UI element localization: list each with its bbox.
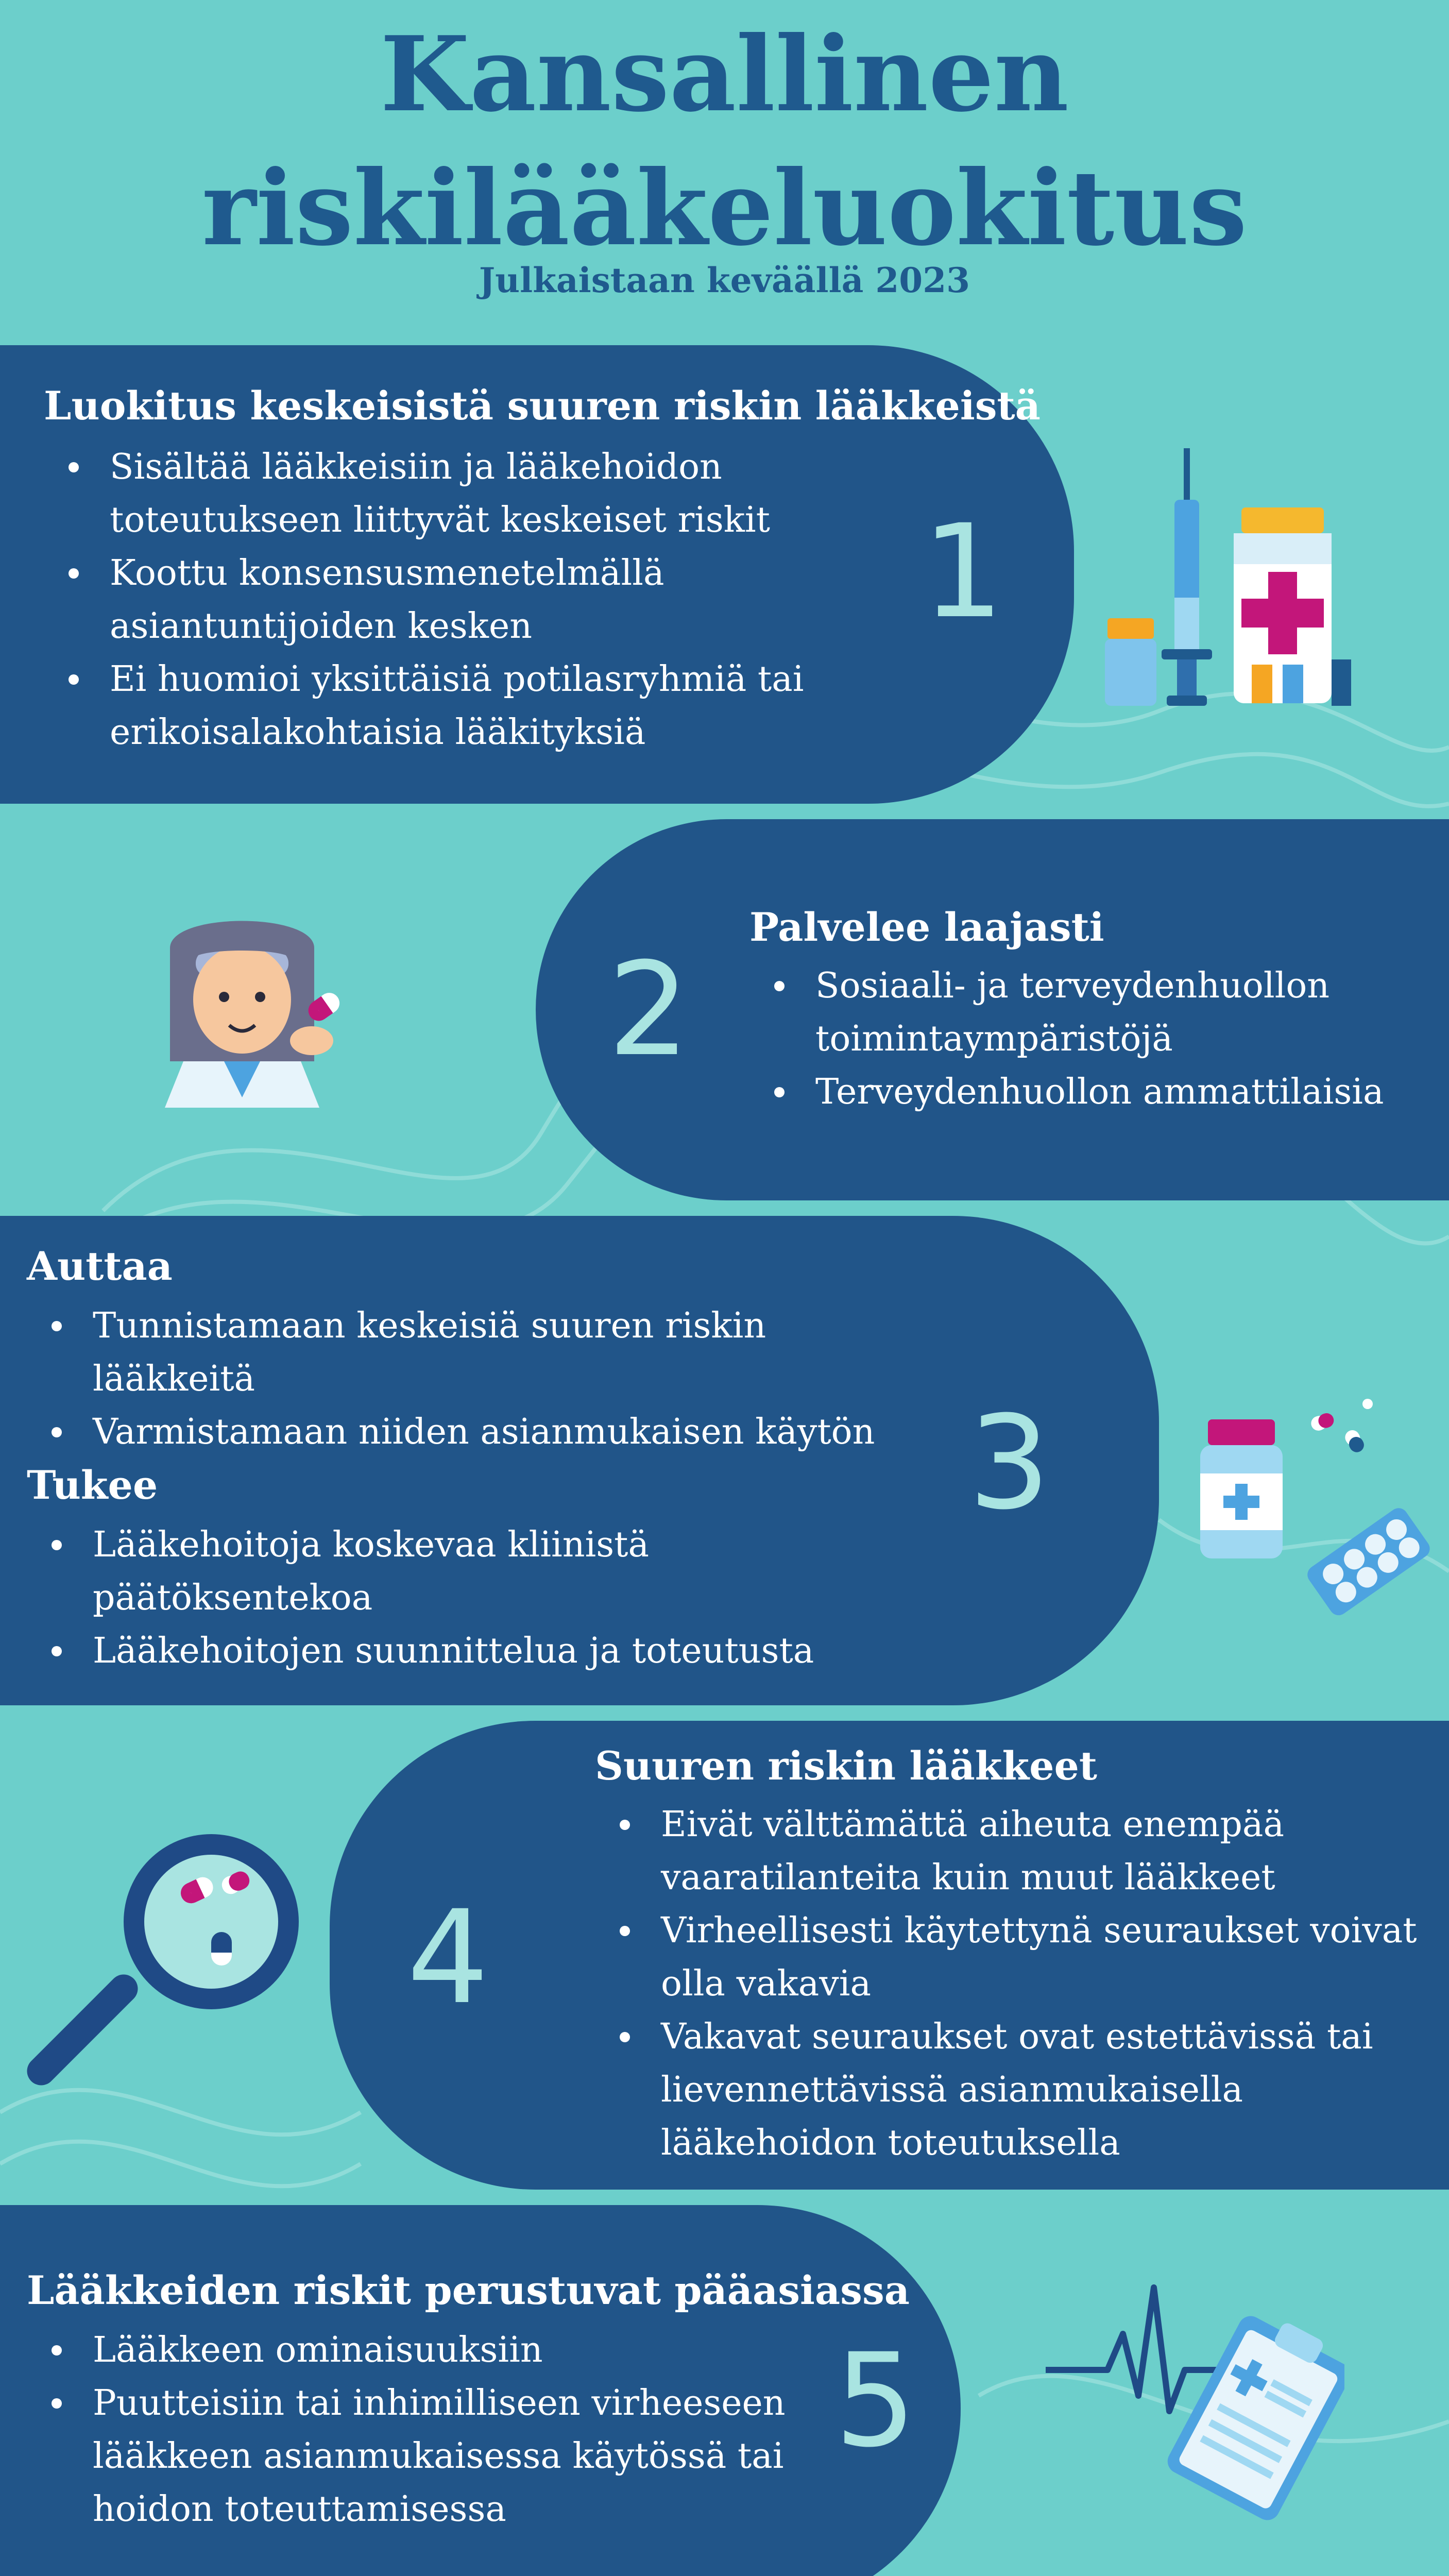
- list-item: Varmistamaan niiden asianmukaisen käytön: [27, 1405, 902, 1459]
- section-1-title: Luokitus keskeisistä suuren riskin lääkkeistä: [44, 383, 1041, 429]
- section-4-title: Suuren riskin lääkkeet: [595, 1743, 1097, 1789]
- page-title-line1: Kansallinen: [380, 14, 1069, 135]
- section-5-list: [27, 2324, 825, 2536]
- section-5-title: Lääkkeiden riskit perustuvat pääasiassa: [27, 2267, 910, 2313]
- section-1-number: 1: [922, 497, 1004, 647]
- magnifier-pills-icon: [21, 1824, 309, 2102]
- list-item: Tunnistamaan keskeisiä suuren riskin lääkkeitä: [27, 1299, 902, 1405]
- list-item: Koottu konsensusmenetelmällä asiantuntijoiden kesken: [44, 547, 816, 653]
- section-3-number: 3: [968, 1388, 1051, 1538]
- section-3-title-2: Tukee: [27, 1462, 158, 1508]
- page-title-line2: riskilääkeluokitus: [201, 148, 1248, 269]
- list-item: Sisältää lääkkeisiin ja lääkehoidon toteutukseen liittyvät keskeiset riskit: [44, 440, 816, 547]
- list-item: Lääkehoitoja koskevaa kliinistä päätöksentekoa: [27, 1518, 902, 1624]
- list-item: Lääkkeen ominaisuuksiin: [27, 2324, 825, 2377]
- section-4-list: [595, 1798, 1445, 2170]
- list-item: Virheellisesti käytettynä seuraukset voivat olla vakavia: [595, 1904, 1445, 2010]
- page-subtitle: Julkaistaan keväällä 2023: [479, 260, 970, 300]
- section-3-title: Auttaa: [27, 1243, 173, 1289]
- medicine-syringe-bottles-icon: [1097, 443, 1365, 711]
- list-item: Lääkehoitojen suunnittelua ja toteutusta: [27, 1624, 902, 1677]
- list-item: Eivät välttämättä aiheuta enempää vaaratilanteita kuin muut lääkkeet: [595, 1798, 1445, 1904]
- pill-bottle-blister-icon: [1185, 1381, 1442, 1638]
- pharmacist-icon: [129, 902, 366, 1139]
- list-item: Terveydenhuollon ammattilaisia: [749, 1065, 1419, 1118]
- list-item: Vakavat seuraukset ovat estettävissä tai lievennettävissä asianmukaisella lääkehoidon toteutuksella: [595, 2010, 1445, 2170]
- section-4-number: 4: [407, 1883, 489, 2032]
- section-2-number: 2: [608, 935, 690, 1084]
- clipboard-heartbeat-icon: [1035, 2277, 1344, 2545]
- section-3-list-2: [27, 1518, 902, 1677]
- section-1-list: [44, 440, 816, 759]
- list-item: Puutteisiin tai inhimilliseen virheeseen lääkkeen asianmukaisessa käytössä tai hoidon toteuttamisessa: [27, 2377, 825, 2536]
- section-2-list: [749, 959, 1419, 1118]
- list-item: Sosiaali- ja terveydenhuollon toimintaympäristöjä: [749, 959, 1419, 1065]
- section-2-title: Palvelee laajasti: [749, 904, 1104, 950]
- section-5-number: 5: [834, 2326, 917, 2476]
- list-item: Ei huomioi yksittäisiä potilasryhmiä tai erikoisalakohtaisia lääkityksiä: [44, 653, 816, 759]
- section-3-list: [27, 1299, 902, 1459]
